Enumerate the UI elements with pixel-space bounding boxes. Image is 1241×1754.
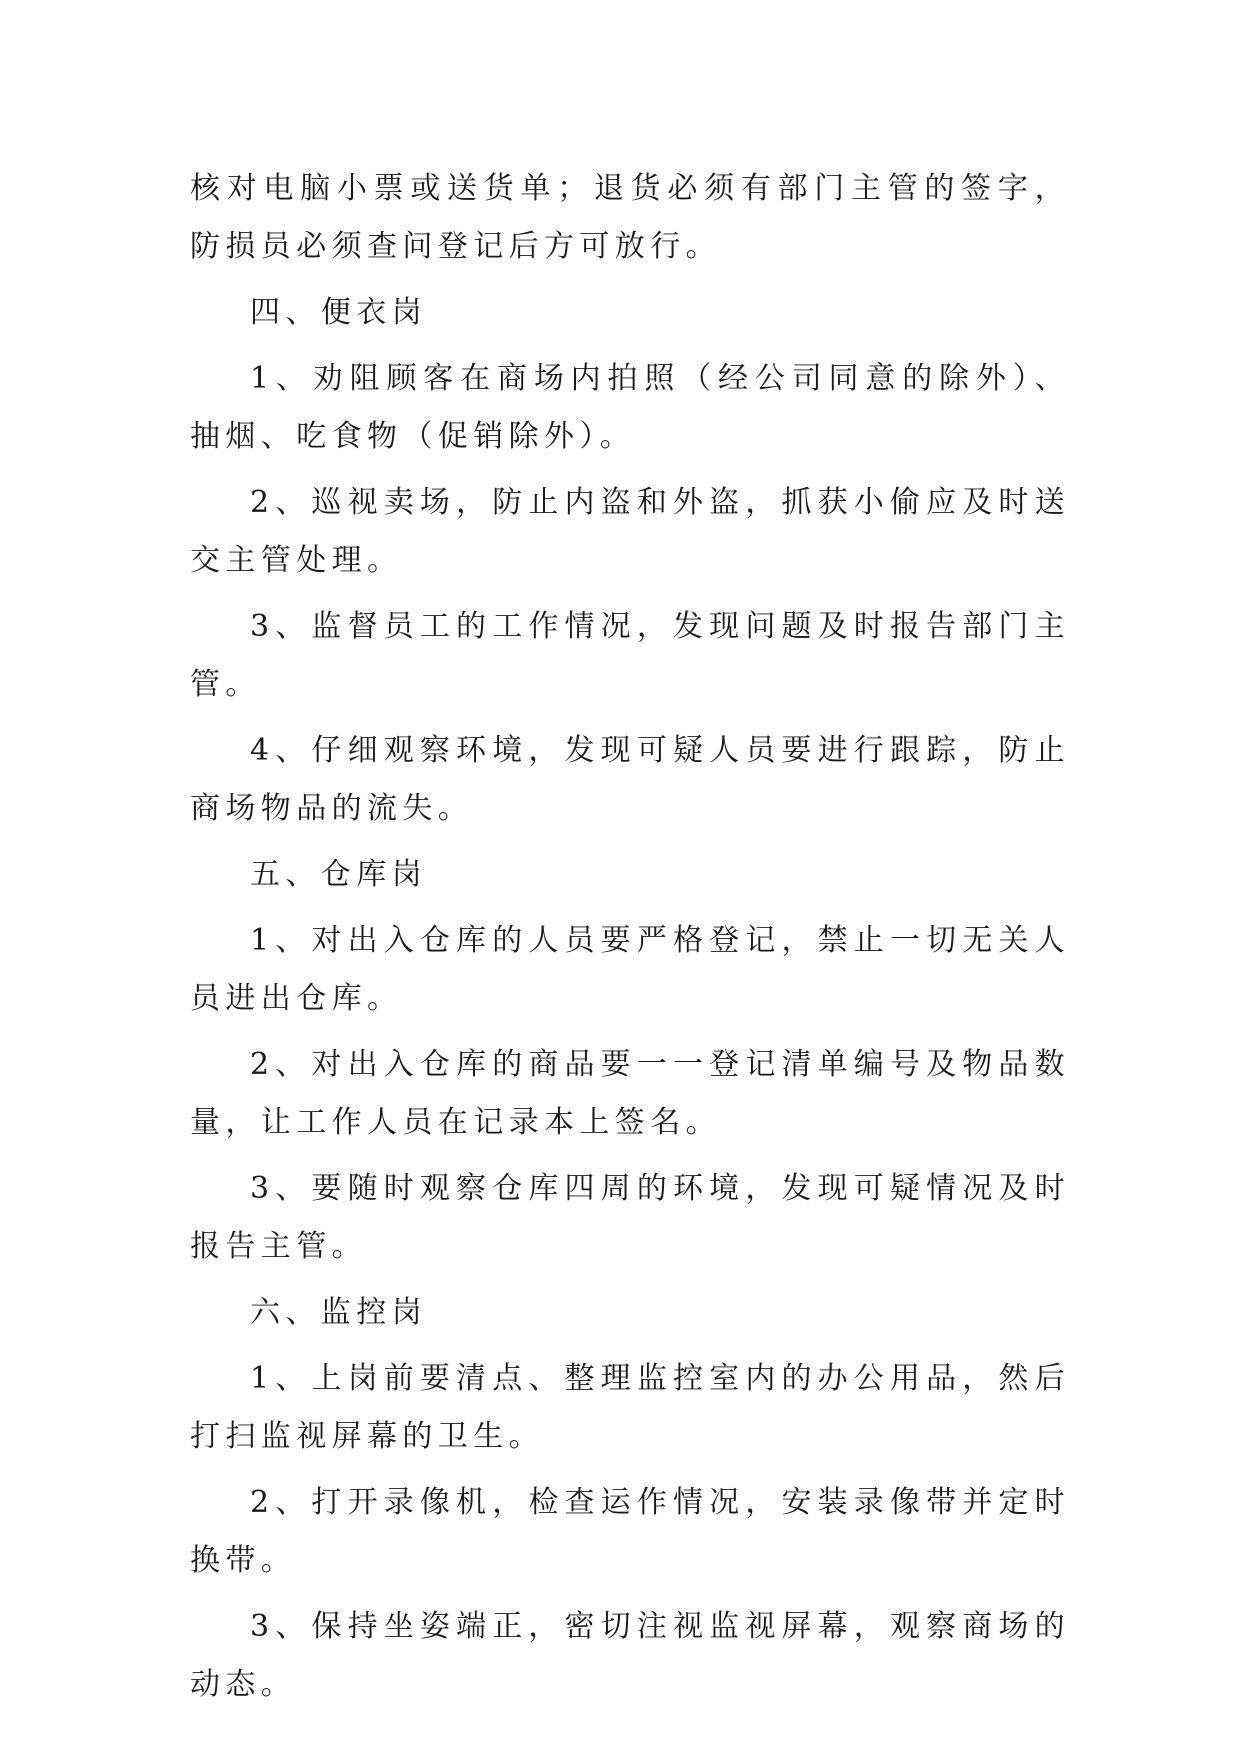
list-item: 3、监督员工的工作情况，发现问题及时报告部门主管。 [190,609,1070,702]
list-item: 1、对出入仓库的人员要严格登记，禁止一切无关人员进出仓库。 [190,923,1070,1016]
list-item: 1、劝阻顾客在商场内拍照（经公司同意的除外）、抽烟、吃食物（促销除外）。 [190,361,1070,454]
list-item: 2、对出入仓库的商品要一一登记清单编号及物品数量，让工作人员在记录本上签名。 [190,1047,1070,1140]
list-item: 1、上岗前要清点、整理监控室内的办公用品，然后打扫监视屏幕的卫生。 [190,1361,1070,1454]
list-item: 3、保持坐姿端正，密切注视监视屏幕，观察商场的动态。 [190,1609,1070,1702]
document-body [190,160,1070,1722]
section-heading-monitoring-post: 六、监控岗 [250,1295,427,1330]
paragraph-continuation: 核对电脑小票或送货单；退货必须有部门主管的签字，防损员必须查问登记后方可放行。 [190,171,1070,264]
list-item: 3、要随时观察仓库四周的环境，发现可疑情况及时报告主管。 [190,1171,1070,1264]
section-heading-warehouse-post: 五、仓库岗 [250,857,427,892]
list-item: 2、巡视卖场，防止内盗和外盗，抓获小偷应及时送交主管处理。 [190,485,1070,578]
list-item: 2、打开录像机，检查运作情况，安装录像带并定时换带。 [190,1485,1070,1578]
list-item: 4、仔细观察环境，发现可疑人员要进行跟踪，防止商场物品的流失。 [190,733,1070,826]
section-heading-plainclothes-post: 四、便衣岗 [250,295,427,330]
